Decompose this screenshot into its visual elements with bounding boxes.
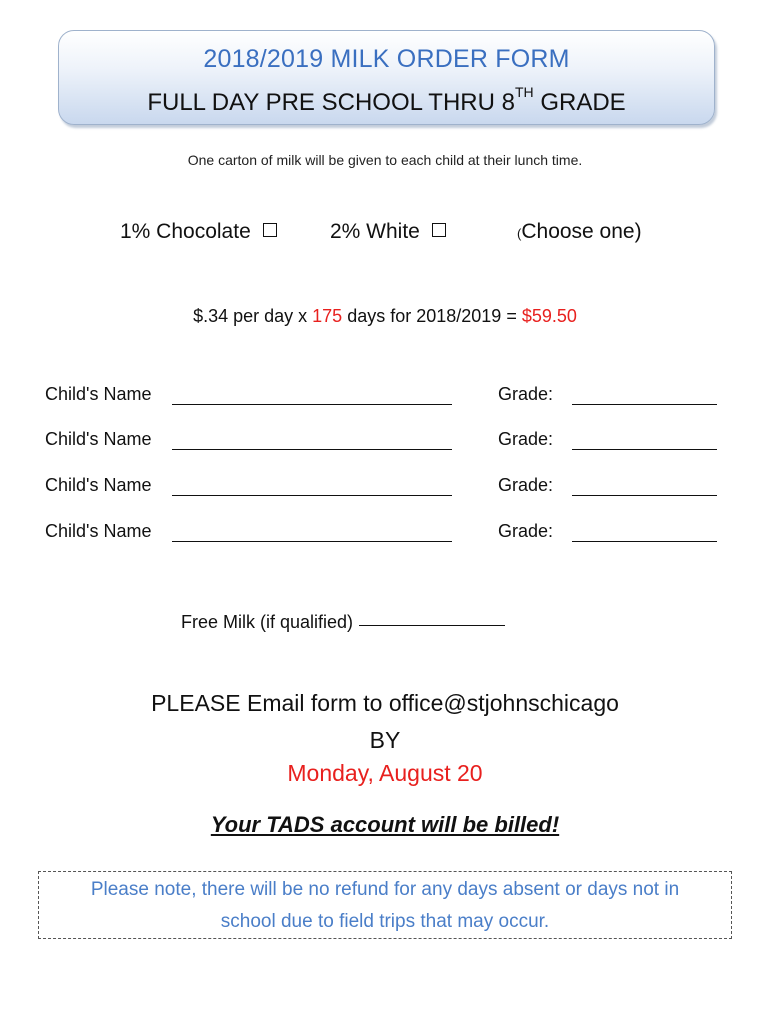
subtitle-superscript: TH (514, 84, 534, 100)
child-row (0, 475, 770, 503)
free-milk-field[interactable] (359, 625, 505, 626)
hint-paren: ( (517, 226, 522, 241)
billing-warning: Your TADS account will be billed! (210, 812, 560, 837)
grade-label: Grade: (498, 475, 554, 495)
subtitle-prefix: FULL DAY PRE SCHOOL THRU 8 (147, 89, 515, 116)
grade-label: Grade: (498, 521, 554, 541)
refund-notice-line-1: Please note, there will be no refund for any days absent or days not in (90, 879, 680, 900)
child-name-label: Child's Name (45, 475, 152, 495)
child-name-field[interactable] (172, 495, 452, 496)
white-checkbox[interactable] (432, 223, 446, 237)
price-line (0, 306, 770, 327)
child-row (0, 384, 770, 412)
grade-field[interactable] (572, 541, 717, 542)
child-row (0, 521, 770, 549)
deadline-date: Monday, August 20 (287, 760, 483, 786)
child-name-field[interactable] (172, 449, 452, 450)
grade-field[interactable] (572, 404, 717, 405)
form-title: 2018/2019 MILK ORDER FORM (203, 45, 570, 73)
choose-one-hint (517, 220, 642, 244)
child-name-label: Child's Name (45, 429, 152, 449)
price-middle: days for 2018/2019 = (342, 306, 522, 326)
form-header (58, 30, 715, 125)
grade-field[interactable] (572, 449, 717, 450)
form-subtitle (59, 84, 714, 117)
grade-field[interactable] (572, 495, 717, 496)
price-total: $59.50 (521, 306, 577, 326)
grade-label: Grade: (498, 429, 554, 449)
chocolate-option[interactable] (120, 220, 277, 244)
child-name-label: Child's Name (45, 384, 152, 404)
free-milk-row (181, 612, 505, 633)
hint-text: Choose one) (521, 220, 642, 243)
by-text: BY (369, 727, 401, 753)
child-row (0, 429, 770, 457)
refund-notice-line-2: school due to field trips that may occur. (220, 911, 550, 932)
child-name-label: Child's Name (45, 521, 152, 541)
white-option-label: 2% White (330, 220, 420, 243)
grade-label: Grade: (498, 384, 554, 404)
white-option[interactable] (330, 220, 446, 244)
refund-notice (38, 871, 732, 939)
email-instruction: PLEASE Email form to office@stjohnschicago (151, 690, 619, 716)
chocolate-checkbox[interactable] (263, 223, 277, 237)
subtitle-suffix: GRADE (533, 89, 626, 116)
child-name-field[interactable] (172, 404, 452, 405)
price-days: 175 (312, 306, 343, 326)
free-milk-label: Free Milk (if qualified) (181, 612, 354, 632)
lunch-note: One carton of milk will be given to each child at their lunch time. (187, 152, 583, 168)
milk-choice-row (0, 220, 770, 250)
child-name-field[interactable] (172, 541, 452, 542)
price-prefix: $.34 per day x (193, 306, 313, 326)
chocolate-option-label: 1% Chocolate (120, 220, 251, 243)
